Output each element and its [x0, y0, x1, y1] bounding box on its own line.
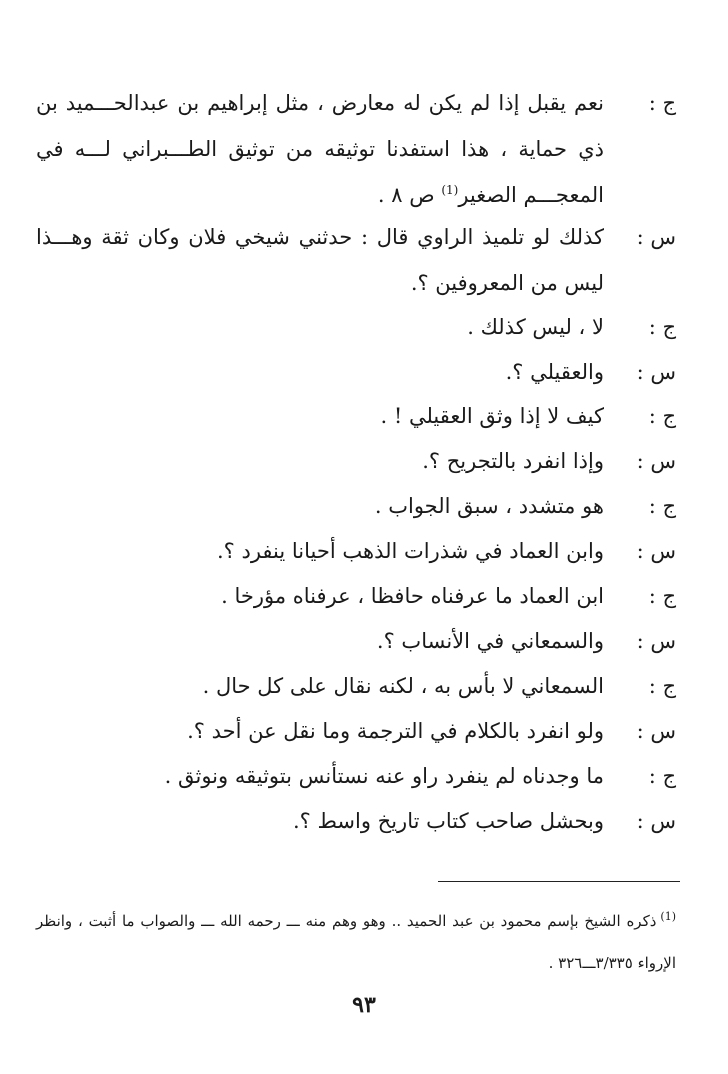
answer-entry	[36, 483, 676, 529]
question-entry	[36, 798, 676, 844]
question-entry	[36, 528, 676, 574]
footnote	[36, 896, 676, 984]
question-entry	[36, 349, 676, 395]
footnote-text: ذكره الشيخ بإسم محمود بن عبد الحميد .. وهو وهم منه ـــ رحمه الله ـــ والصواب ما أثبت ، وانظر الإرواء ٣/٣٣٥ـــ٣٢٦ .	[36, 912, 676, 972]
question-entry	[36, 618, 676, 664]
question-marker: س :	[636, 225, 676, 249]
footnote-reference: (1)	[441, 183, 459, 197]
footnote-marker: (1)	[660, 910, 676, 923]
answer-marker: ج :	[648, 494, 676, 518]
question-entry	[36, 438, 676, 484]
page-number: ٩٣	[352, 992, 376, 1018]
entry-text: ابن العماد ما عرفناه حافظا ، عرفناه مؤرخا .	[221, 584, 604, 608]
answer-marker: ج :	[648, 674, 676, 698]
entry-text: كيف لا إذا وثق العقيلي ! .	[380, 404, 604, 428]
answer-entry	[36, 753, 676, 799]
question-marker: س :	[636, 360, 676, 384]
entry-text: هو متشدد ، سبق الجواب .	[374, 494, 604, 518]
answer-entry	[36, 573, 676, 619]
entry-text: ولو انفرد بالكلام في الترجمة وما نقل عن أحد ؟.	[187, 719, 604, 743]
answer-marker: ج :	[648, 764, 676, 788]
question-entry	[36, 708, 676, 754]
question-entry	[36, 214, 676, 306]
entry-text: والسمعاني في الأنساب ؟.	[376, 629, 604, 653]
answer-marker: ج :	[648, 584, 676, 608]
answer-entry	[36, 304, 676, 350]
entry-text: نعم يقبل إذا لم يكن له معارض ، مثل إبراهيم بن عبدالحـــميد بن ذي حماية ، هذا استفدنا توثيقه من توثيق الطـــبراني لـــه في المعجـــم الصغير$^{(1)}$ ص ٨ .	[36, 91, 604, 207]
footnote-separator	[438, 881, 680, 882]
question-marker: س :	[636, 809, 676, 833]
question-marker: س :	[636, 449, 676, 473]
answer-entry	[36, 393, 676, 439]
question-marker: س :	[636, 629, 676, 653]
question-marker: س :	[636, 539, 676, 563]
entry-text: ما وجدناه لم ينفرد راو عنه نستأنس بتوثيقه ونوثق .	[164, 764, 604, 788]
question-marker: س :	[636, 719, 676, 743]
entry-text: وإذا انفرد بالتجريح ؟.	[422, 449, 604, 473]
entry-text: وابن العماد في شذرات الذهب أحيانا ينفرد ؟.	[216, 539, 604, 563]
answer-marker: ج :	[648, 91, 676, 115]
entry-text: كذلك لو تلميذ الراوي قال : حدثني شيخي فلان وكان ثقة وهـــذا ليس من المعروفين ؟.	[36, 225, 604, 295]
entry-text: لا ، ليس كذلك .	[467, 315, 604, 339]
answer-marker: ج :	[648, 315, 676, 339]
answer-marker: ج :	[648, 404, 676, 428]
answer-entry	[36, 80, 676, 218]
entry-text: والعقيلي ؟.	[505, 360, 604, 384]
answer-entry	[36, 663, 676, 709]
entry-text: وبحشل صاحب كتاب تاريخ واسط ؟.	[292, 809, 604, 833]
entry-text: السمعاني لا بأس به ، لكنه نقال على كل حال .	[202, 674, 604, 698]
